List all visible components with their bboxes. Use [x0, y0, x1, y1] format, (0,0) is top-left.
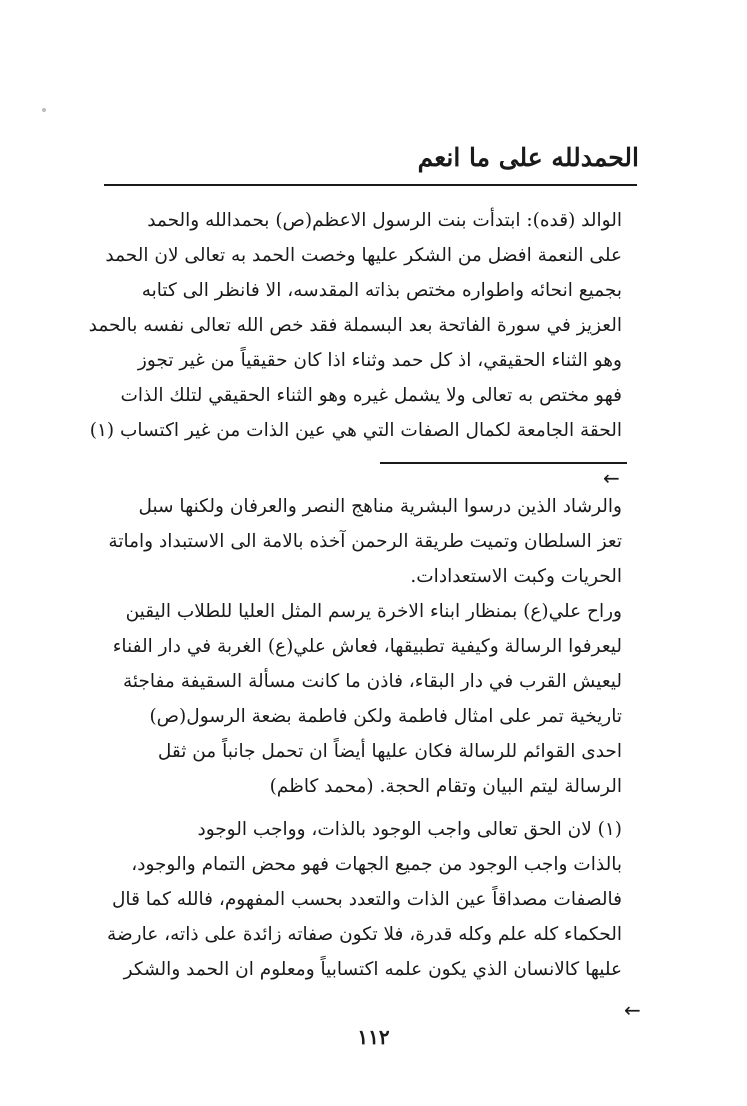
main-text-line: العزيز في سورة الفاتحة بعد البسملة فقد خص الله تعالى نفسه بالحمد [88, 315, 622, 336]
main-text-line: الحقة الجامعة لكمال الصفات التي هي عين الذات من غير اكتساب (١) [89, 420, 622, 441]
footnote-line: (١) لان الحق تعالى واجب الوجود بالذات، وواجب الوجود [197, 819, 622, 840]
footnote-line: الرسالة ليتم البيان وتقام الحجة. (محمد كاظم) [269, 776, 622, 797]
footnote-line: والرشاد الذين درسوا البشرية مناهج النصر والعرفان ولكنها سبل [138, 496, 622, 517]
page-number: ١١٢ [357, 1025, 390, 1049]
footnote-line: ليعيش القرب في دار البقاء، فاذن ما كانت مسألة السقيفة مفاجئة [122, 671, 622, 692]
header-rule [104, 184, 637, 186]
footnote-line: بالذات واجب الوجود من جميع الجهات فهو محض التمام والوجود، [131, 854, 622, 875]
main-text [60, 203, 622, 448]
continuation-arrow-icon: ← [624, 998, 641, 1022]
main-text-line: فهو مختص به تعالى ولا يشمل غيره وهو الثناء الحقيقي لتلك الذات [120, 385, 622, 406]
print-speck [42, 108, 46, 112]
footnote-line: عليها كالانسان الذي يكون علمه اكتسابياً ومعلوم ان الحمد والشكر [123, 959, 622, 980]
footnote-continuation [60, 489, 622, 804]
main-text-line: على النعمة افضل من الشكر عليها وخصت الحمد به تعالى لان الحمد [105, 245, 622, 266]
footnote-line: فالصفات مصداقاً عين الذات والتعدد بحسب المفهوم، فالله كما قال [111, 889, 622, 910]
footnote-line: الحكماء كله علم وكله قدرة، فلا تكون صفاته زائدة على ذاته، عارضة [107, 924, 622, 945]
footnote-separator-rule [380, 462, 627, 464]
footnote-line: ليعرفوا الرسالة وكيفية تطبيقها، فعاش علي(ع) الغربة في دار الفناء [112, 636, 622, 657]
main-text-line: وهو الثناء الحقيقي، اذ كل حمد وثناء اذا كان حقيقياً من غير تجوز [137, 350, 622, 371]
continuation-arrow-icon: ← [603, 466, 620, 490]
footnote-one [60, 812, 622, 987]
running-header-title: الحمدلله على ما انعم [417, 143, 639, 172]
main-text-line: الوالد (قده): ابتدأت بنت الرسول الاعظم(ص) بحمدالله والحمد [147, 210, 622, 231]
footnote-line: تاريخية تمر على امثال فاطمة ولكن فاطمة بضعة الرسول(ص) [149, 706, 622, 727]
footnote-line: وراح علي(ع) بمنظار ابناء الاخرة يرسم المثل العليا للطلاب اليقين [125, 601, 622, 622]
footnote-line: تعز السلطان وتميت طريقة الرحمن آخذه بالامة الى الاستبداد واماتة [108, 531, 622, 552]
footnote-line: احدى القوائم للرسالة فكان عليها أيضاً ان تحمل جانباً من ثقل [157, 741, 622, 762]
footnote-line: الحريات وكبت الاستعدادات. [410, 566, 622, 587]
main-text-line: بجميع انحائه واطواره مختص بذاته المقدسه، الا فانظر الى كتابه [141, 280, 622, 301]
